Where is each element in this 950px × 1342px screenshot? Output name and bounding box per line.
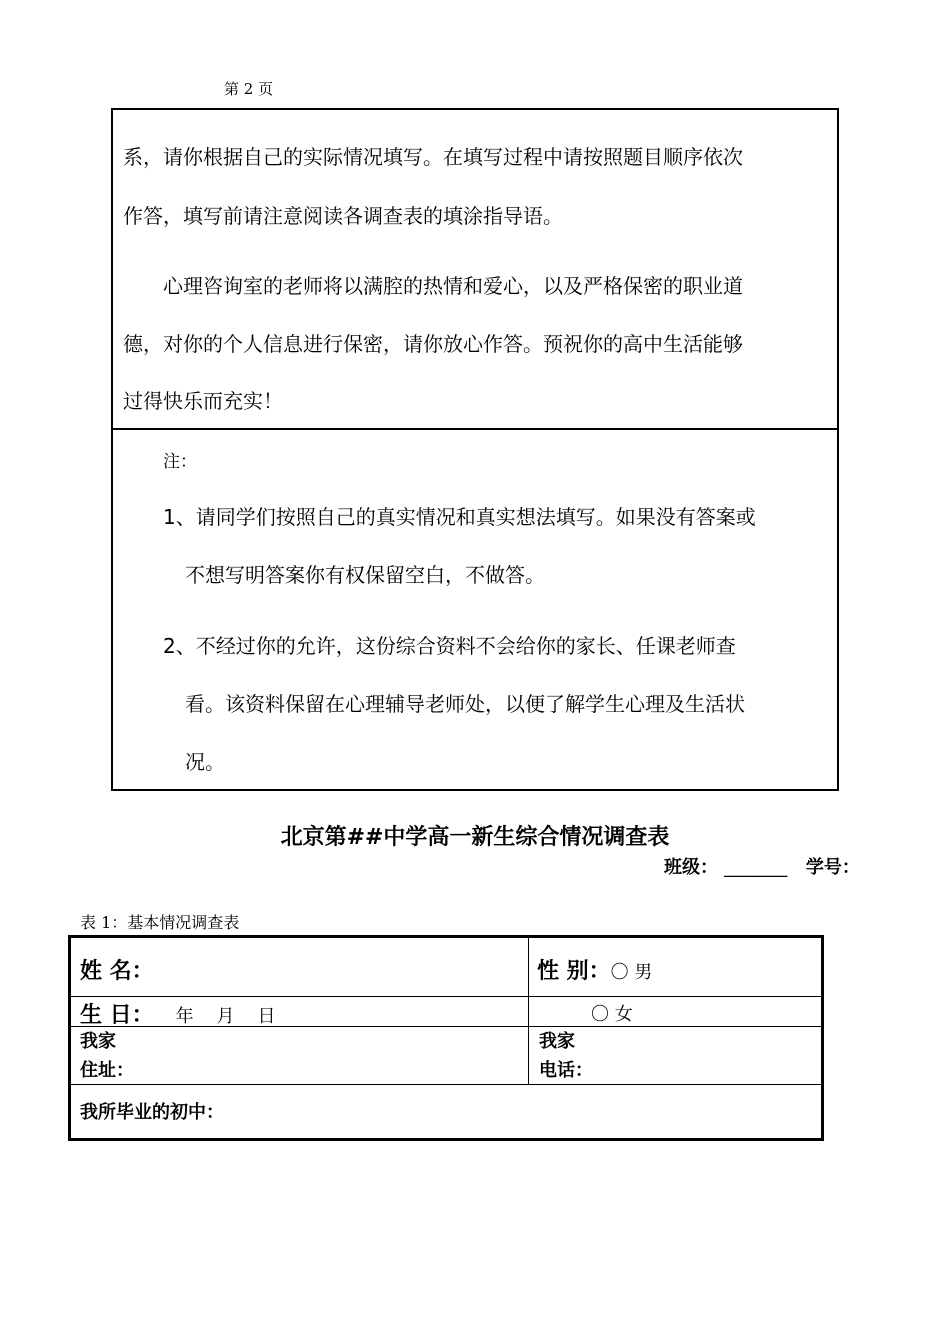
table-caption: 表 1：基本情况调查表 xyxy=(80,913,240,932)
page-number: 第 2 页 xyxy=(224,80,274,98)
gender-cell xyxy=(537,954,652,985)
box-divider xyxy=(113,428,837,430)
survey-title: 北京第##中学高一新生综合情况调查表 xyxy=(280,825,670,850)
gender-male-option[interactable]: 〇 男 xyxy=(610,962,653,983)
note-2-line-3: 况。 xyxy=(185,750,225,774)
table-rule-1 xyxy=(71,996,821,997)
phone-label-1: 我家 xyxy=(539,1031,575,1052)
phone-label-2: 电话： xyxy=(539,1060,593,1081)
intro-line-3: 心理咨询室的老师将以满腔的热情和爱心，以及严格保密的职业道 xyxy=(163,274,743,298)
table-rule-3 xyxy=(71,1084,821,1085)
note-2-line-2: 看。该资料保留在心理辅导老师处，以便了解学生心理及生活状 xyxy=(185,692,745,716)
middle-school-label: 我所毕业的初中： xyxy=(80,1102,224,1123)
note-1-line-2: 不想写明答案你有权保留空白，不做答。 xyxy=(185,563,545,587)
class-row xyxy=(664,853,860,879)
intro-line-5: 过得快乐而充实！ xyxy=(123,389,283,413)
birthday-fields: 年 月 日 xyxy=(175,1006,276,1027)
address-label-1: 我家 xyxy=(80,1031,116,1052)
class-label: 班级： xyxy=(664,857,718,878)
basic-info-table xyxy=(68,935,824,1141)
intro-line-4: 德，对你的个人信息进行保密，请你放心作答。预祝你的高中生活能够 xyxy=(123,332,743,356)
note-1-line-1: 1、请同学们按照自己的真实情况和真实想法填写。如果没有答案或 xyxy=(163,505,756,529)
gender-label: 性 别： xyxy=(537,959,611,984)
table-column-rule xyxy=(528,938,529,1084)
gender-female-option[interactable]: 〇 女 xyxy=(591,1004,633,1025)
birthday-cell xyxy=(80,998,275,1029)
intro-line-2: 作答，填写前请注意阅读各调查表的填涂指导语。 xyxy=(123,204,563,228)
intro-notes-box xyxy=(111,108,839,791)
class-blank: _______ xyxy=(724,857,788,878)
intro-line-1: 系，请你根据自己的实际情况填写。在填写过程中请按照题目顺序依次 xyxy=(123,145,743,169)
notes-label: 注： xyxy=(163,452,197,472)
note-2-line-1: 2、不经过你的允许，这份综合资料不会给你的家长、任课老师查 xyxy=(163,634,736,658)
address-label-2: 住址： xyxy=(80,1060,134,1081)
student-no-label: 学号： xyxy=(805,857,860,878)
birthday-label: 生 日： xyxy=(80,1003,154,1028)
name-label: 姓 名： xyxy=(80,959,154,984)
